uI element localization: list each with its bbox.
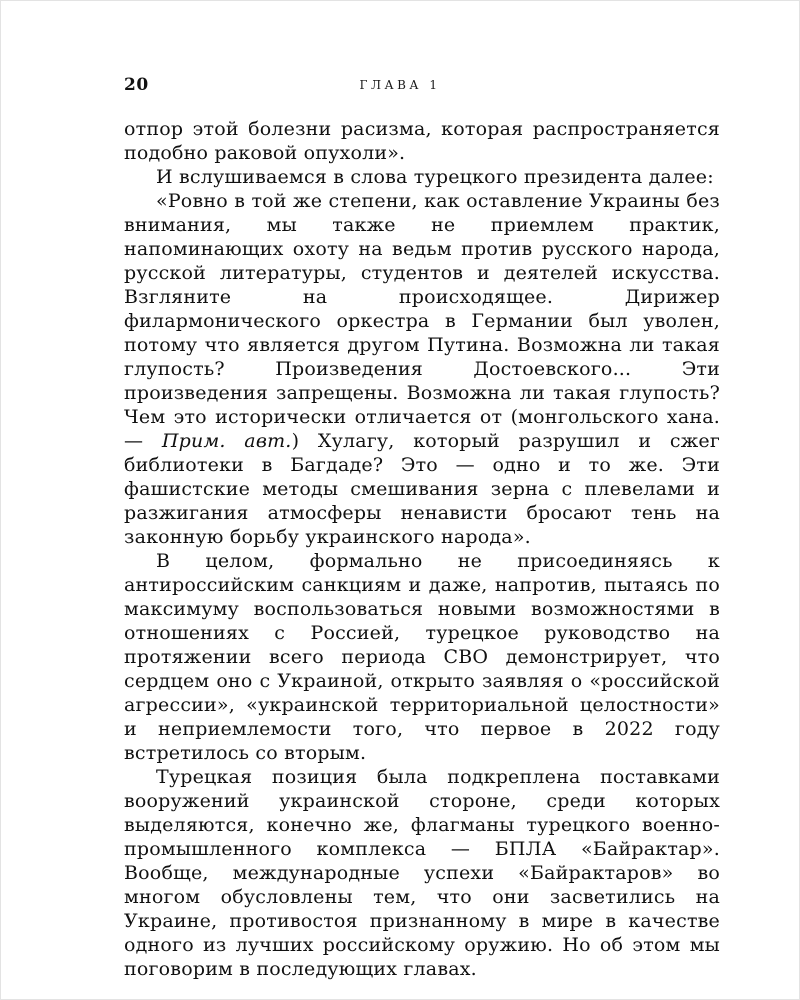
paragraph (124, 165, 720, 189)
author-note-italic: Прим. авт. (161, 430, 292, 452)
paragraph-text: «Ровно в той же степени, как оставление Украины без внимания, мы также не приемлем практик, напоминающих охоту на ведьм против русского народа, русской литературы, студентов и деятелей искусства. Взгляните на происходящее. Дирижер филармонического оркестра в Германии был уволен, потому что является другом Путина. Возможна ли такая глупость? Произведения Достоевского... Эти произведения запрещены. Возможна ли такая глупость? Чем это исторически отличается от (монгольского хана. — (124, 190, 720, 452)
chapter-title: ГЛАВА 1 (359, 78, 441, 92)
paragraph-text: отпор этой болезни расизма, которая распространяется подобно раковой опухоли». (124, 118, 720, 164)
paragraph-text: Турецкая позиция была подкреплена поставками вооружений украинской стороне, среди которых выделяются, конечно же, флагманы турецкого военно-промышленного комплекса — БПЛА «Байрактар». Вообще, международные успехи «Байрактаров» во многом обусловлены тем, что они засветились на Украине, противостоя признанному в мире в качестве одного из лучших российскому оружию. Но об этом мы поговорим в последующих главах. (124, 766, 720, 980)
paragraph (124, 189, 720, 549)
page-number: 20 (124, 75, 149, 95)
paragraph-text: В целом, формально не присоединяясь к антироссийским санкциям и даже, напротив, пытаясь по максимуму воспользоваться новыми возможностями в отношениях с Россией, турецкое руководство на протяжении всего периода СВО демонстрирует, что сердцем оно с Украиной, открыто заявляя о «российской агрессии», «украинской территориальной целостности» и неприемлемости того, что первое в 2022 году встретилось со вторым. (124, 550, 720, 764)
paragraph (124, 549, 720, 765)
text-block (124, 117, 720, 981)
paragraph (124, 765, 720, 981)
running-head (1, 75, 799, 97)
paragraph-text: ) Хулагу, который разрушил и сжег библиотеки в Багдаде? Это — одно и то же. Эти фашистские методы смешивания зерна с плевелами и разжигания атмосферы ненависти бросают тень на законную борьбу украинского народа». (124, 430, 720, 548)
paragraph (124, 117, 720, 165)
paragraph-text: И вслушиваемся в слова турецкого президента далее: (156, 166, 714, 188)
